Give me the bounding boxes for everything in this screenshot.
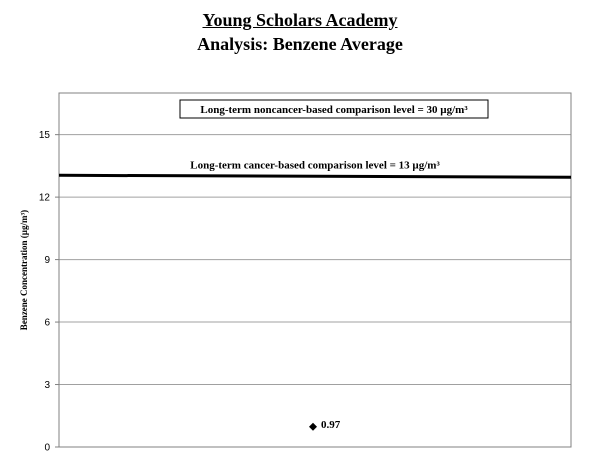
y-tick-label: 9	[44, 255, 50, 267]
plot-area	[59, 93, 571, 447]
data-points	[309, 419, 341, 431]
data-point-marker	[309, 423, 317, 431]
y-tick-label: 6	[44, 317, 50, 329]
cancer-comparison-label: Long-term cancer-based comparison level = 13 µg/m³	[190, 159, 440, 172]
y-tick-label: 12	[38, 192, 50, 204]
noncancer-comparison-label: Long-term noncancer-based comparison level = 30 µg/m³	[200, 104, 468, 116]
y-tick-label: 3	[44, 380, 50, 392]
y-tick-label: 15	[38, 130, 50, 142]
y-axis-ticks	[39, 130, 59, 453]
cancer-comparison-line	[59, 175, 571, 177]
data-point-label: 0.97	[321, 418, 341, 431]
gridlines	[59, 135, 571, 385]
chart-title: Young Scholars Academy	[202, 10, 398, 30]
chart-subtitle: Analysis: Benzene Average	[197, 34, 403, 54]
y-axis-label: Benzene Concentration (µg/m³)	[19, 209, 29, 331]
y-tick-label: 0	[44, 442, 50, 454]
